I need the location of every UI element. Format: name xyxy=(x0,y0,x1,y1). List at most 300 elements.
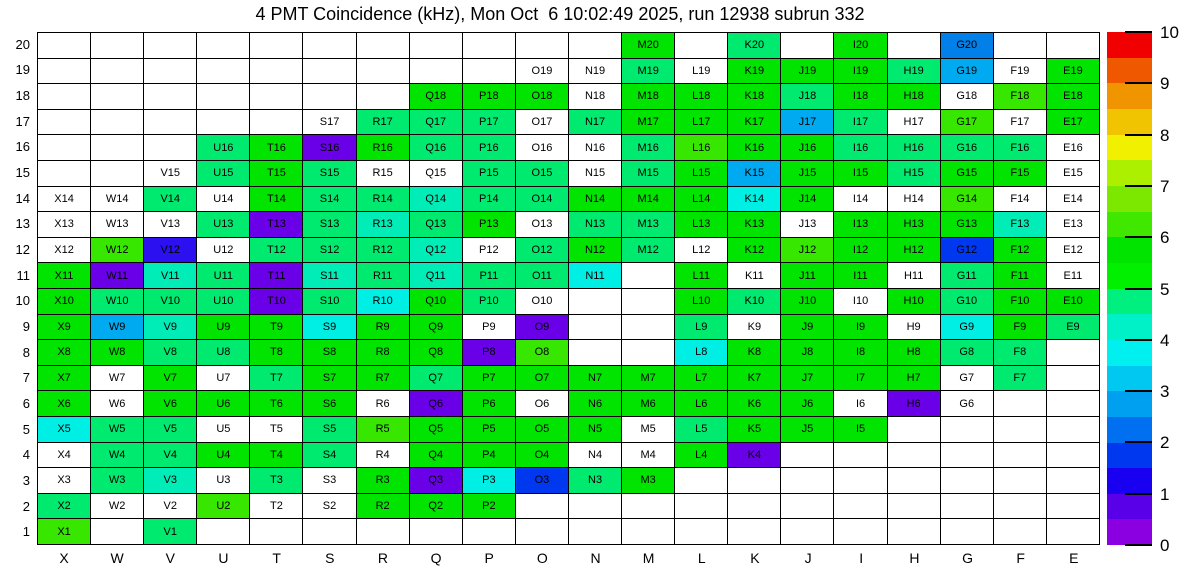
grid-cell xyxy=(303,519,355,544)
grid-cell: P18 xyxy=(463,84,515,109)
colorbar-tick-mark xyxy=(1125,236,1152,238)
colorbar-segment xyxy=(1107,289,1152,315)
grid-cell: L14 xyxy=(675,187,727,212)
grid-cell xyxy=(38,59,90,84)
colorbar-segment xyxy=(1107,83,1152,109)
grid-cell: X12 xyxy=(38,238,90,263)
grid-cell: W13 xyxy=(91,212,143,237)
grid-cell: R2 xyxy=(357,494,409,519)
grid-cell: L18 xyxy=(675,84,727,109)
grid-cell xyxy=(410,519,462,544)
grid-cell xyxy=(888,33,940,58)
colorbar-tick-label: 4 xyxy=(1160,330,1170,350)
grid-cell xyxy=(38,135,90,160)
grid-cell: T8 xyxy=(250,340,302,365)
grid-cell: M17 xyxy=(622,110,674,135)
grid-cell xyxy=(941,494,993,519)
x-axis-tick-label: K xyxy=(750,550,760,566)
grid-cell: P2 xyxy=(463,494,515,519)
colorbar-segment xyxy=(1107,263,1152,289)
grid-cell: F12 xyxy=(994,238,1046,263)
grid-cell: Q4 xyxy=(410,443,462,468)
grid-cell xyxy=(410,33,462,58)
grid-cell: J13 xyxy=(781,212,833,237)
grid-cell xyxy=(622,340,674,365)
colorbar-tick-label: 9 xyxy=(1160,74,1170,94)
grid-cell: O11 xyxy=(516,263,568,288)
grid-cell: L5 xyxy=(675,417,727,442)
y-axis-tick-label: 2 xyxy=(22,498,30,514)
y-axis-tick-label: 15 xyxy=(15,165,30,181)
grid-cell: I16 xyxy=(834,135,886,160)
grid-cell: I11 xyxy=(834,263,886,288)
grid-cell xyxy=(91,110,143,135)
grid-cell: M3 xyxy=(622,468,674,493)
grid-cell: U14 xyxy=(197,187,249,212)
grid-cell xyxy=(250,84,302,109)
grid-cell: M7 xyxy=(622,366,674,391)
grid-cell xyxy=(622,263,674,288)
y-axis-tick-label: 18 xyxy=(15,88,30,104)
grid-cell: J9 xyxy=(781,315,833,340)
grid-cell: G9 xyxy=(941,315,993,340)
grid-cell: N3 xyxy=(569,468,621,493)
grid-cell: O6 xyxy=(516,391,568,416)
grid-cell: H19 xyxy=(888,59,940,84)
grid-cell: L12 xyxy=(675,238,727,263)
grid-cell xyxy=(197,110,249,135)
colorbar-segment xyxy=(1107,314,1152,340)
grid-cell: L11 xyxy=(675,263,727,288)
grid-cell xyxy=(516,519,568,544)
grid-cell: N13 xyxy=(569,212,621,237)
colorbar-segment xyxy=(1107,519,1152,545)
grid-cell: U8 xyxy=(197,340,249,365)
grid-cell: V14 xyxy=(144,187,196,212)
grid-cell: V12 xyxy=(144,238,196,263)
grid-cell: M12 xyxy=(622,238,674,263)
grid-cell: F14 xyxy=(994,187,1046,212)
grid-cell: M15 xyxy=(622,161,674,186)
grid-cell xyxy=(1047,519,1099,544)
colorbar-tick-mark xyxy=(1125,31,1152,33)
grid-cell: X13 xyxy=(38,212,90,237)
grid-cell: I7 xyxy=(834,366,886,391)
grid-cell: R3 xyxy=(357,468,409,493)
grid-cell: R5 xyxy=(357,417,409,442)
grid-cell: I13 xyxy=(834,212,886,237)
grid-cell xyxy=(197,33,249,58)
x-axis-tick-label: O xyxy=(536,550,548,566)
grid-cell: S7 xyxy=(303,366,355,391)
grid-cell xyxy=(834,443,886,468)
grid-cell: V10 xyxy=(144,289,196,314)
grid-cell: K18 xyxy=(728,84,780,109)
grid-cell xyxy=(38,84,90,109)
grid-cell: E11 xyxy=(1047,263,1099,288)
grid-cell: Q3 xyxy=(410,468,462,493)
grid-cell xyxy=(569,519,621,544)
y-axis-tick-label: 14 xyxy=(15,190,30,206)
grid-cell: G12 xyxy=(941,238,993,263)
x-axis-tick-label: T xyxy=(272,550,281,566)
grid-cell: I20 xyxy=(834,33,886,58)
grid-cell: P10 xyxy=(463,289,515,314)
colorbar-segment xyxy=(1107,58,1152,84)
grid-cell xyxy=(250,33,302,58)
grid-cell: P8 xyxy=(463,340,515,365)
grid-cell: M13 xyxy=(622,212,674,237)
grid-cell xyxy=(569,289,621,314)
grid-cell: Q6 xyxy=(410,391,462,416)
grid-cell xyxy=(410,59,462,84)
grid-cell: H18 xyxy=(888,84,940,109)
grid-cell: E14 xyxy=(1047,187,1099,212)
grid-cell: F9 xyxy=(994,315,1046,340)
grid-cell xyxy=(994,494,1046,519)
grid-cell: K5 xyxy=(728,417,780,442)
grid-cell: K13 xyxy=(728,212,780,237)
grid-cell: X7 xyxy=(38,366,90,391)
x-axis-tick-label: Q xyxy=(430,550,442,566)
grid-cell: X14 xyxy=(38,187,90,212)
grid-cell: S9 xyxy=(303,315,355,340)
grid-cell: K4 xyxy=(728,443,780,468)
y-axis-tick-label: 6 xyxy=(22,395,30,411)
grid-cell: G11 xyxy=(941,263,993,288)
grid-cell: P16 xyxy=(463,135,515,160)
grid-cell: M20 xyxy=(622,33,674,58)
grid-cell xyxy=(38,161,90,186)
grid-cell xyxy=(994,391,1046,416)
grid-cell xyxy=(357,84,409,109)
grid-cell: H6 xyxy=(888,391,940,416)
chart-title: 4 PMT Coincidence (kHz), Mon Oct 6 10:02:49 2025, run 12938 subrun 332 xyxy=(255,4,865,24)
grid-cell: G16 xyxy=(941,135,993,160)
grid-cell xyxy=(1047,366,1099,391)
colorbar-segment xyxy=(1107,391,1152,417)
grid-cell: T10 xyxy=(250,289,302,314)
grid-cell: V11 xyxy=(144,263,196,288)
grid-cell: O16 xyxy=(516,135,568,160)
x-axis-tick-label: H xyxy=(909,550,920,566)
grid-cell: O10 xyxy=(516,289,568,314)
grid-cell: R9 xyxy=(357,315,409,340)
grid-cell: R11 xyxy=(357,263,409,288)
colorbar-segment xyxy=(1107,160,1152,186)
grid-cell: O19 xyxy=(516,59,568,84)
grid-cell xyxy=(1047,468,1099,493)
grid-cell xyxy=(781,494,833,519)
grid-cell: S2 xyxy=(303,494,355,519)
grid-cell xyxy=(91,135,143,160)
grid-cell: N6 xyxy=(569,391,621,416)
grid-cell: Q11 xyxy=(410,263,462,288)
y-axis-tick-label: 12 xyxy=(15,242,30,258)
grid-cell: G17 xyxy=(941,110,993,135)
grid-cell: N14 xyxy=(569,187,621,212)
grid-cell xyxy=(781,519,833,544)
grid-cell: J12 xyxy=(781,238,833,263)
grid-cell: S12 xyxy=(303,238,355,263)
grid-cell: X8 xyxy=(38,340,90,365)
grid-cell: N4 xyxy=(569,443,621,468)
grid-cell: Q18 xyxy=(410,84,462,109)
grid-cell: J6 xyxy=(781,391,833,416)
grid-cell: I17 xyxy=(834,110,886,135)
grid-cell: W4 xyxy=(91,443,143,468)
grid-cell: F18 xyxy=(994,84,1046,109)
grid-cell xyxy=(941,519,993,544)
grid-cell: W2 xyxy=(91,494,143,519)
grid-cell: X3 xyxy=(38,468,90,493)
grid-cell: I6 xyxy=(834,391,886,416)
grid-cell: O4 xyxy=(516,443,568,468)
grid-cell: P11 xyxy=(463,263,515,288)
grid-cell: H12 xyxy=(888,238,940,263)
grid-cell xyxy=(728,494,780,519)
grid-cell xyxy=(91,519,143,544)
grid-cell: F16 xyxy=(994,135,1046,160)
x-axis-tick-label: E xyxy=(1069,550,1079,566)
grid-cell xyxy=(516,33,568,58)
grid-cell: E19 xyxy=(1047,59,1099,84)
colorbar-tick-label: 8 xyxy=(1160,125,1170,145)
grid-cell xyxy=(888,494,940,519)
colorbar-tick-mark xyxy=(1125,185,1152,187)
grid-cell: J10 xyxy=(781,289,833,314)
grid-cell: K17 xyxy=(728,110,780,135)
y-axis-tick-label: 8 xyxy=(22,344,30,360)
grid-cell: I8 xyxy=(834,340,886,365)
grid-cell xyxy=(144,84,196,109)
grid-cell: G13 xyxy=(941,212,993,237)
grid-cell: J8 xyxy=(781,340,833,365)
grid-cell xyxy=(941,417,993,442)
grid-cell: V15 xyxy=(144,161,196,186)
grid-cell: S4 xyxy=(303,443,355,468)
grid-cell: T9 xyxy=(250,315,302,340)
grid-cell: J11 xyxy=(781,263,833,288)
grid-cell xyxy=(888,519,940,544)
y-axis-tick-label: 3 xyxy=(22,472,30,488)
grid-cell: J7 xyxy=(781,366,833,391)
grid-cell: H14 xyxy=(888,187,940,212)
x-axis-tick-label: N xyxy=(590,550,601,566)
grid-cell: F15 xyxy=(994,161,1046,186)
x-axis-tick-label: I xyxy=(859,550,864,566)
grid-cell: S10 xyxy=(303,289,355,314)
grid-cell: H13 xyxy=(888,212,940,237)
grid-cell: K15 xyxy=(728,161,780,186)
grid-cell xyxy=(197,84,249,109)
grid-cell: K6 xyxy=(728,391,780,416)
grid-cell: P15 xyxy=(463,161,515,186)
grid-cell xyxy=(569,315,621,340)
grid-cell: L10 xyxy=(675,289,727,314)
grid-cell xyxy=(357,59,409,84)
grid-cell: W3 xyxy=(91,468,143,493)
y-axis-tick-label: 13 xyxy=(15,216,30,232)
y-axis-tick-label: 17 xyxy=(15,113,30,129)
grid-cell: Q7 xyxy=(410,366,462,391)
grid-cell: K10 xyxy=(728,289,780,314)
grid-cell: R17 xyxy=(357,110,409,135)
grid-cell: J19 xyxy=(781,59,833,84)
grid-cell: R4 xyxy=(357,443,409,468)
grid-cell xyxy=(994,443,1046,468)
grid-cell: F19 xyxy=(994,59,1046,84)
grid-cell: I10 xyxy=(834,289,886,314)
grid-cell: N18 xyxy=(569,84,621,109)
grid-cell: E18 xyxy=(1047,84,1099,109)
grid-cell xyxy=(1047,494,1099,519)
grid-cell: W8 xyxy=(91,340,143,365)
grid-cell: U9 xyxy=(197,315,249,340)
grid-cell: P12 xyxy=(463,238,515,263)
grid-cell: S15 xyxy=(303,161,355,186)
grid-cell: T5 xyxy=(250,417,302,442)
y-axis-tick-label: 10 xyxy=(15,293,30,309)
grid-cell: K16 xyxy=(728,135,780,160)
grid-cell xyxy=(303,59,355,84)
grid-cell: O9 xyxy=(516,315,568,340)
grid-cell: V7 xyxy=(144,366,196,391)
grid-cell: L4 xyxy=(675,443,727,468)
grid-cell xyxy=(834,494,886,519)
grid-cell xyxy=(516,494,568,519)
grid-cell: X2 xyxy=(38,494,90,519)
grid-cell xyxy=(569,494,621,519)
grid-cell: X4 xyxy=(38,443,90,468)
grid-cell: V3 xyxy=(144,468,196,493)
grid-cell: S3 xyxy=(303,468,355,493)
y-axis-tick-label: 16 xyxy=(15,139,30,155)
grid-cell: U12 xyxy=(197,238,249,263)
grid-cell: W11 xyxy=(91,263,143,288)
grid-cell: J14 xyxy=(781,187,833,212)
grid-cell: J16 xyxy=(781,135,833,160)
grid-cell xyxy=(144,135,196,160)
grid-cell: R15 xyxy=(357,161,409,186)
grid-cell: X6 xyxy=(38,391,90,416)
grid-cell: K11 xyxy=(728,263,780,288)
grid-cell: O14 xyxy=(516,187,568,212)
grid-cell xyxy=(357,519,409,544)
y-axis-tick-label: 5 xyxy=(22,421,30,437)
grid-cell: Q12 xyxy=(410,238,462,263)
grid-cell xyxy=(728,519,780,544)
grid-cell: Q10 xyxy=(410,289,462,314)
grid-cell: O18 xyxy=(516,84,568,109)
grid-cell: O13 xyxy=(516,212,568,237)
grid-cell: X1 xyxy=(38,519,90,544)
grid-cell: P4 xyxy=(463,443,515,468)
grid-cell: R14 xyxy=(357,187,409,212)
grid-cell xyxy=(38,33,90,58)
y-axis-tick-label: 9 xyxy=(22,318,30,334)
grid-cell: F13 xyxy=(994,212,1046,237)
colorbar-tick-mark xyxy=(1125,134,1152,136)
grid-cell xyxy=(463,519,515,544)
grid-cell: V2 xyxy=(144,494,196,519)
grid-cell: H9 xyxy=(888,315,940,340)
grid-cell xyxy=(91,161,143,186)
grid-cell: T15 xyxy=(250,161,302,186)
grid-cell: G14 xyxy=(941,187,993,212)
grid-cell: G8 xyxy=(941,340,993,365)
grid-cell: I5 xyxy=(834,417,886,442)
colorbar-segment xyxy=(1107,212,1152,238)
grid-cell: X11 xyxy=(38,263,90,288)
grid-cell: Q15 xyxy=(410,161,462,186)
grid-cell: M5 xyxy=(622,417,674,442)
grid-cell: T14 xyxy=(250,187,302,212)
grid-cell: P5 xyxy=(463,417,515,442)
colorbar-segment xyxy=(1107,494,1152,520)
grid-cell: G6 xyxy=(941,391,993,416)
grid-cell: T6 xyxy=(250,391,302,416)
grid-cell: N7 xyxy=(569,366,621,391)
grid-cell: O8 xyxy=(516,340,568,365)
grid-cell: Q5 xyxy=(410,417,462,442)
grid-cell: U2 xyxy=(197,494,249,519)
colorbar-tick-label: 2 xyxy=(1160,433,1170,453)
grid-cell: T7 xyxy=(250,366,302,391)
grid-cell: O3 xyxy=(516,468,568,493)
grid-cell: E9 xyxy=(1047,315,1099,340)
grid-cell: K7 xyxy=(728,366,780,391)
grid-cell: O12 xyxy=(516,238,568,263)
grid-cell: E10 xyxy=(1047,289,1099,314)
grid-cell: X10 xyxy=(38,289,90,314)
x-axis-tick-label: L xyxy=(697,550,706,566)
grid-cell: U15 xyxy=(197,161,249,186)
grid-cell: K14 xyxy=(728,187,780,212)
grid-cell: S5 xyxy=(303,417,355,442)
grid-cell xyxy=(197,59,249,84)
grid-cell: U13 xyxy=(197,212,249,237)
grid-cell: P3 xyxy=(463,468,515,493)
colorbar-segment xyxy=(1107,135,1152,161)
x-axis-tick-label: S xyxy=(325,550,335,566)
grid-cell xyxy=(144,59,196,84)
grid-cell: W5 xyxy=(91,417,143,442)
grid-cell: I19 xyxy=(834,59,886,84)
grid-cell: P17 xyxy=(463,110,515,135)
y-axis-tick-label: 7 xyxy=(22,370,30,386)
colorbar-tick-label: 5 xyxy=(1160,279,1170,299)
grid-cell: L8 xyxy=(675,340,727,365)
colorbar-segment xyxy=(1107,186,1152,212)
grid-cell: O7 xyxy=(516,366,568,391)
grid-cell: I18 xyxy=(834,84,886,109)
grid-cell: M18 xyxy=(622,84,674,109)
grid-cell: H16 xyxy=(888,135,940,160)
grid-cell: E16 xyxy=(1047,135,1099,160)
grid-cell: N5 xyxy=(569,417,621,442)
grid-cell: K19 xyxy=(728,59,780,84)
grid-cell: I12 xyxy=(834,238,886,263)
grid-cell: N19 xyxy=(569,59,621,84)
x-axis-tick-label: G xyxy=(962,550,973,566)
grid-cell xyxy=(38,110,90,135)
grid-cell: H15 xyxy=(888,161,940,186)
grid-cell: L9 xyxy=(675,315,727,340)
grid-cell: T4 xyxy=(250,443,302,468)
grid-cell: V1 xyxy=(144,519,196,544)
grid-cell xyxy=(91,59,143,84)
